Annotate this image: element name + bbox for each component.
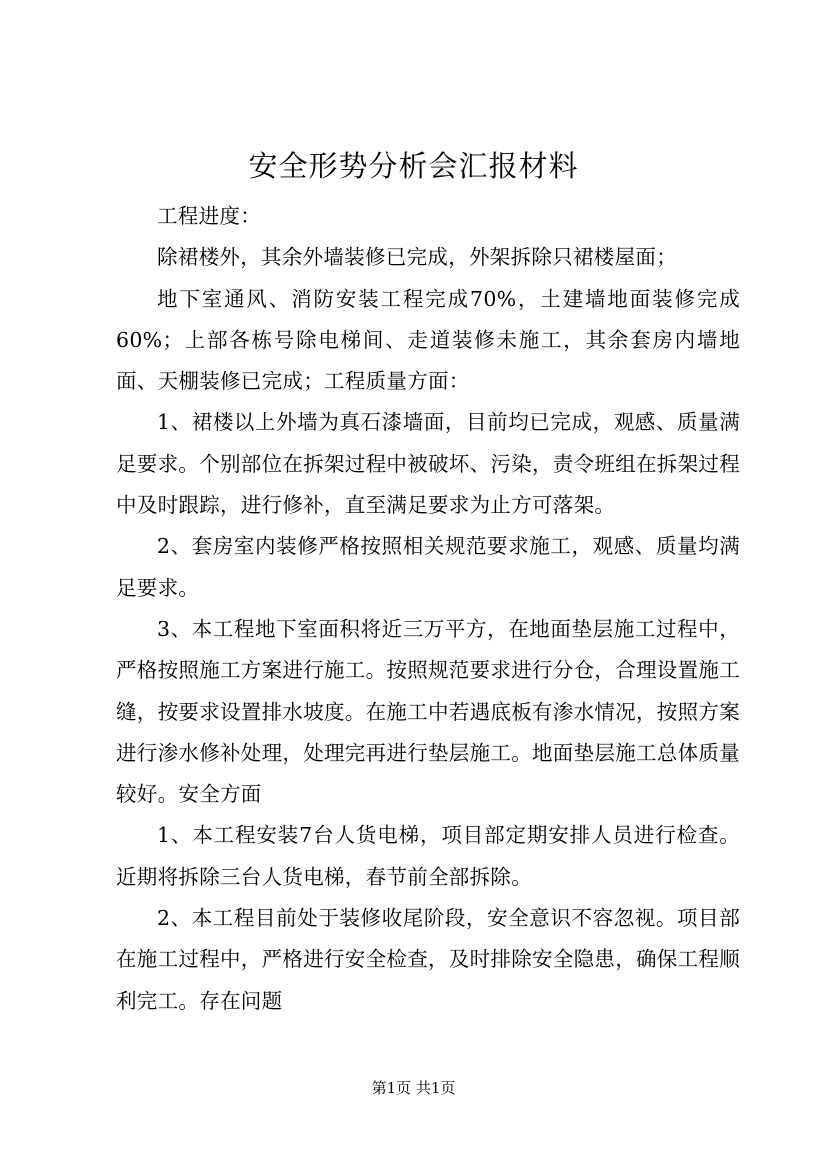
paragraph-basement-progress: 地下室通风、消防安装工程完成70%，土建墙地面装修完成60%；上部各栋号除电梯间、走道装修未施工，其余套房内墙地面、天棚装修已完成；工程质量方面： — [116, 286, 740, 394]
paragraph-safety-2: 2、本工程目前处于装修收尾阶段，安全意识不容忽视。项目部在施工过程中，严格进行安全检查，及时排除安全隐患，确保工程顺利完工。存在问题 — [116, 906, 740, 1013]
paragraph-quality-3: 3、本工程地下室面积将近三万平方，在地面垫层施工过程中，严格按照施工方案进行施工。按照规范要求进行分仓，合理设置施工缝，按要求设置排水坡度。在施工中若遇底板有渗水情况，按照方案进行渗水修补处理，处理完再进行垫层施工。地面垫层施工总体质量较好。安全方面 — [116, 616, 740, 807]
paragraph-quality-2: 2、套房室内装修严格按照相关规范要求施工，观感、质量均满足要求。 — [116, 534, 740, 600]
page-footer: 第1页 共1页 — [371, 1079, 456, 1097]
paragraph-exterior-wall: 除裙楼外，其余外墙装修已完成，外架拆除只裙楼屋面； — [157, 245, 677, 270]
document-title: 安全形势分析会汇报材料 — [248, 149, 579, 183]
document-body — [116, 196, 740, 1022]
paragraph-safety-1: 1、本工程安装7台人货电梯，项目部定期安排人员进行检查。近期将拆除三台人货电梯，春节前全部拆除。 — [116, 823, 740, 889]
paragraph-progress-heading: 工程进度： — [157, 204, 261, 228]
paragraph-quality-1: 1、裙楼以上外墙为真石漆墙面，目前均已完成，观感、质量满足要求。个别部位在拆架过程中被破坏、污染，责令班组在拆架过程中及时跟踪，进行修补，直至满足要求为止方可落架。 — [116, 410, 740, 518]
